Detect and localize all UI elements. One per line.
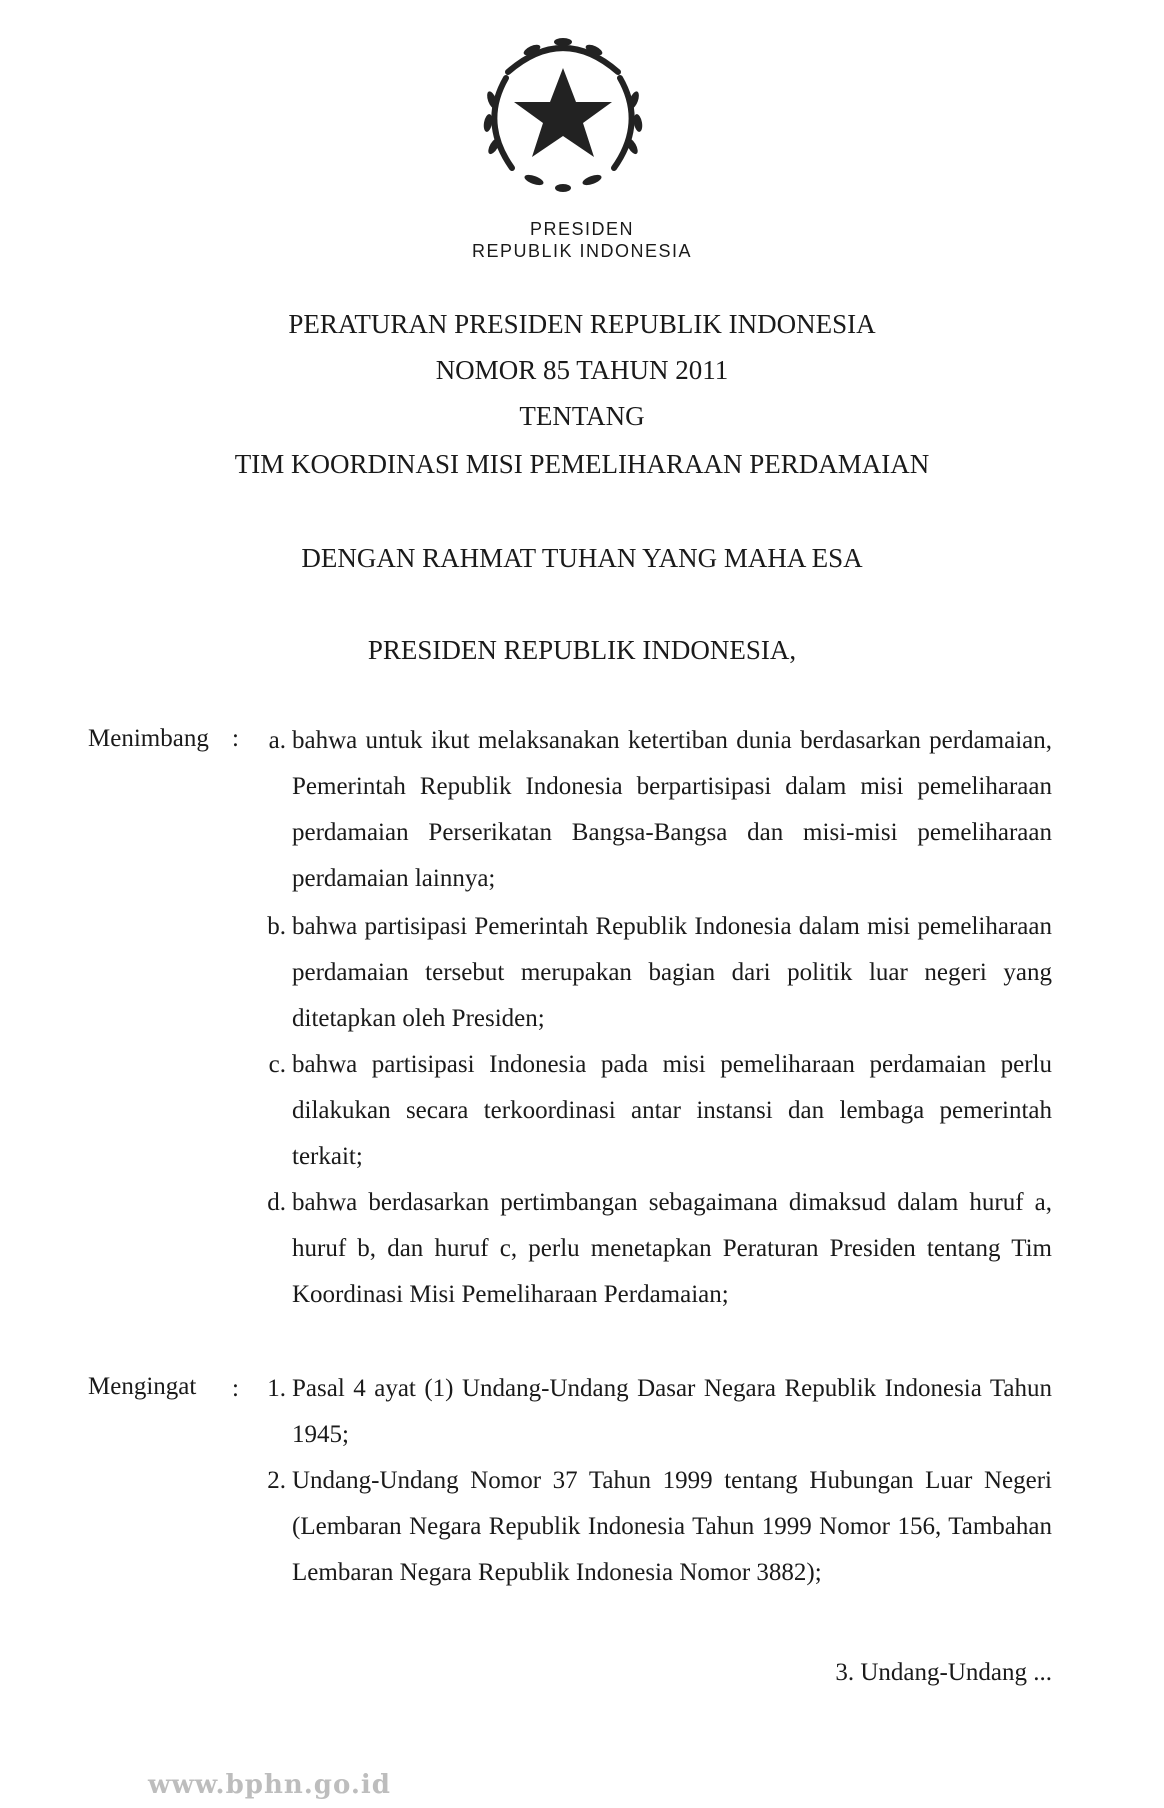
regulation-number: NOMOR 85 TAHUN 2011 [435,355,729,385]
mengingat-label: Mengingat [88,1373,197,1400]
menimbang-colon: : [232,725,239,752]
mengingat-marker-1: 1. [267,1375,286,1402]
menimbang-marker-b: b. [267,913,286,940]
mengingat-item-2: Undang-Undang Nomor 37 Tahun 1999 tentang Hubungan Luar Negeri (Lembaran Negara Republik Indonesia Tahun 1999 Nomor 156, Tambahan Lembaran Negara Republik Indonesia Nomor 3882); [292,1467,1052,1586]
menimbang-marker-a: a. [268,727,286,754]
mengingat-colon: : [232,1375,239,1402]
menimbang-marker-c: c. [268,1051,286,1078]
continuation-note: 3. Undang-Undang ... [835,1659,1052,1686]
menimbang-item-a: bahwa untuk ikut melaksanakan ketertiban dunia berdasarkan perdamaian, Pemerintah Republik Indonesia berpartisipasi dalam misi pemeliharaan perdamaian Perserikatan Bangsa-Bangsa dan misi-misi pemeliharaan perdamaian lainnya; [292,727,1052,892]
invocation: DENGAN RAHMAT TUHAN YANG MAHA ESA [301,543,863,573]
regulation-subject: TIM KOORDINASI MISI PEMELIHARAAN PERDAMAIAN [234,449,930,479]
menimbang-item-c: bahwa partisipasi Indonesia pada misi pemeliharaan perdamaian perlu dilakukan secara terkoordinasi antar instansi dan lembaga pemerintah terkait; [292,1051,1052,1170]
menimbang-label: Menimbang [88,725,209,752]
menimbang-marker-d: d. [267,1189,286,1216]
regulation-title: PERATURAN PRESIDEN REPUBLIK INDONESIA [288,309,876,339]
mengingat-marker-2: 2. [267,1467,286,1494]
presidential-seal-icon [472,28,654,198]
org-line-2: REPUBLIK INDONESIA [471,241,693,261]
org-line-1: PRESIDEN [529,219,635,239]
regulation-about: TENTANG [519,401,645,431]
menimbang-item-d: bahwa berdasarkan pertimbangan sebagaimana dimaksud dalam huruf a, huruf b, dan huruf c, perlu menetapkan Peraturan Presiden tentang Tim Koordinasi Misi Pemeliharaan Perdamaian; [292,1189,1052,1308]
menimbang-item-b: bahwa partisipasi Pemerintah Republik Indonesia dalam misi pemeliharaan perdamaian tersebut merupakan bagian dari politik luar negeri yang ditetapkan oleh Presiden; [292,913,1052,1032]
mengingat-item-1: Pasal 4 ayat (1) Undang-Undang Dasar Negara Republik Indonesia Tahun 1945; [292,1375,1052,1448]
authority: PRESIDEN REPUBLIK INDONESIA, [367,635,797,665]
watermark-url: www.bphn.go.id [148,1770,391,1800]
